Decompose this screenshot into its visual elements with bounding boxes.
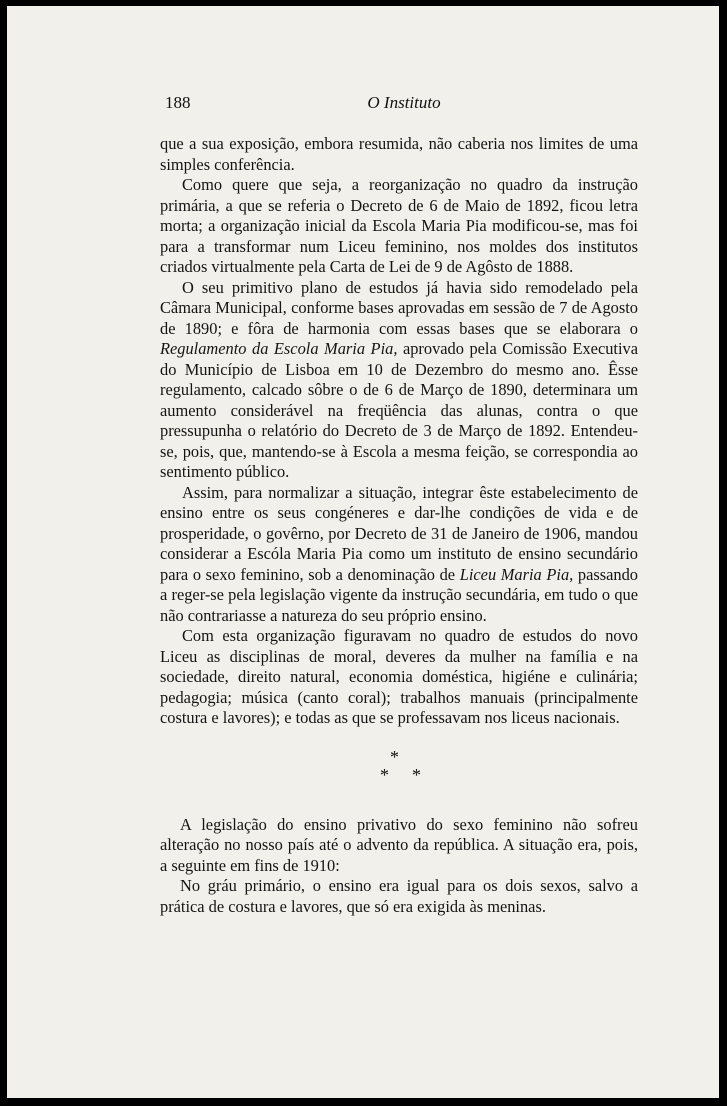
paragraph (160, 483, 638, 627)
italic-title: Liceu Maria Pia, (459, 564, 574, 584)
page-number: 188 (165, 93, 191, 112)
paragraph-text: Assim, para normalizar a situação, integrar êste estabelecimento de ensino entre os seus congéneres e dar-lhe condições de vida e de prosperidade, o govêrno, por Decreto de 31 de Janeiro de 1906, mandou considerar a Escóla Maria Pia como um instituto de ensino secundário para o sexo feminino, sob a denominação de (160, 482, 638, 584)
paragraph-text: O seu primitivo plano de estudos já havia sido remodelado pela Câmara Municipal, conforme bases aprovadas em sessão de 7 de Agosto de 1890; e fôra de harmonia com essas bases que se elaborara o (160, 277, 638, 338)
paragraph: A legislação do ensino privativo do sexo feminino não sofreu alteração no nosso país até o advento da república. A situação era, pois, a seguinte em fins de 1910: (160, 814, 638, 875)
paragraph: que a sua exposição, embora resumida, não caberia nos limites de uma simples conferência. (160, 134, 638, 174)
paragraph: No gráu primário, o ensino era igual para os dois sexos, salvo a prática de costura e lavores, que só era exigida às meninas. (160, 876, 638, 916)
paragraph-text: aprovado pela Comissão Executiva do Município de Lisboa em 10 de Dezembro do mesmo ano. Êsse regulamento, calcado sôbre o de 6 de Março de 1890, determinara um aumento considerável na freqüência das alunas, contra o que pressupunha o relatório do Decreto de 3 de Março de 1892. Entendeu-se, pois, que, mantendo-se à Escola a mesma feição, se correspondia ao sentimento público. (160, 339, 638, 481)
running-title: O Instituto (367, 93, 441, 112)
asterism (160, 747, 638, 795)
book-page (7, 6, 719, 1098)
italic-title: Regulamento da Escola Maria Pia, (160, 339, 398, 358)
asterism-star: * (412, 764, 421, 785)
paragraph: Com esta organização figuravam no quadro de estudos do novo Liceu as disciplinas de moral, deveres da mulher na família e na sociedade, direito natural, economia doméstica, higiéne e culinária; pedagogia; música (canto coral); trabalhos manuais (principalmente costura e lavores); e todas as que se professavam nos liceus nacionais. (160, 626, 638, 727)
body-text (160, 134, 638, 917)
paragraph (160, 278, 638, 483)
page-header (165, 93, 643, 115)
paragraph: Como quere que seja, a reorganização no quadro da instrução primária, a que se referia o Decreto de 6 de Maio de 1892, ficou letra morta; a organização inicial da Escola Maria Pia modificou-se, mas foi para a transformar num Liceu feminino, nos moldes dos institutos criados virtualmente pela Carta de Lei de 9 de Agôsto de 1888. (160, 175, 638, 276)
asterism-star: * (380, 764, 389, 785)
paragraph-text: passando a reger-se pela legislação vigente da instrução secundária, em tudo o que não contrariasse a natureza do seu próprio ensino. (160, 564, 638, 625)
asterism-star: * (390, 746, 399, 767)
